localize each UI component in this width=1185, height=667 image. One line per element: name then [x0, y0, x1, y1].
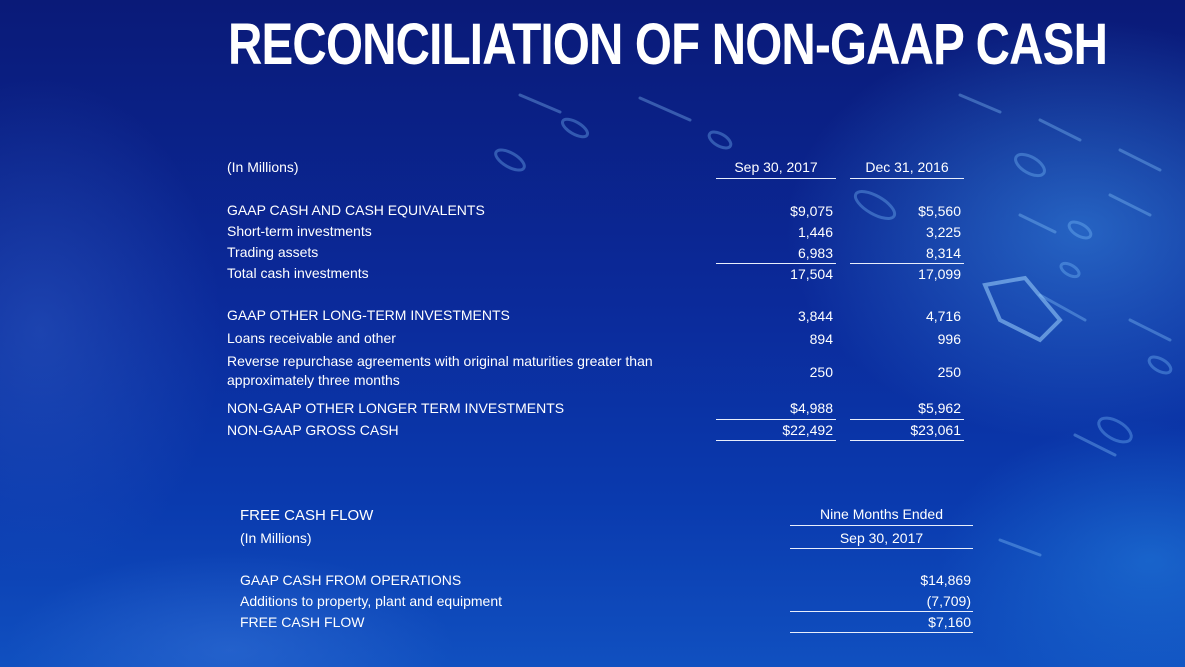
units-label: (In Millions) — [240, 530, 312, 546]
subtotal-line — [716, 263, 836, 264]
row-label: Reverse repurchase agreements with original maturities greater than — [227, 353, 653, 369]
row-value-sep-2017: $4,988 — [790, 400, 833, 416]
subtotal-line — [850, 263, 964, 264]
header-underline — [850, 178, 964, 179]
row-value-dec-2016: 3,225 — [925, 224, 961, 240]
row-label: GAAP CASH AND CASH EQUIVALENTS — [227, 202, 485, 218]
header-underline — [716, 178, 836, 179]
row-label: Trading assets — [227, 244, 319, 260]
row-label: Additions to property, plant and equipment — [240, 593, 503, 609]
row-value-sep-2017: 17,504 — [790, 266, 833, 282]
row-value-dec-2016: 4,716 — [925, 308, 961, 324]
row-label: Short-term investments — [227, 223, 372, 239]
row-value-dec-2016: $5,560 — [918, 203, 961, 219]
row-label: GAAP CASH FROM OPERATIONS — [240, 572, 462, 588]
row-value-dec-2016: $23,061 — [910, 422, 961, 438]
row-value-sep-2017: 3,844 — [797, 308, 833, 324]
row-value-sep-2017: 250 — [809, 364, 833, 380]
page-title: RECONCILIATION OF NON-GAAP CASH — [228, 12, 1108, 77]
row-value-dec-2016: 17,099 — [918, 266, 961, 282]
subtotal-line — [850, 419, 964, 420]
row-label-continued: approximately three months — [227, 372, 400, 388]
row-label: NON-GAAP GROSS CASH — [227, 422, 399, 438]
row-value-sep-2017: 1,446 — [797, 224, 833, 240]
row-value: (7,709) — [926, 593, 971, 609]
header-underline — [790, 548, 973, 549]
row-label: Loans receivable and other — [227, 330, 396, 346]
row-value: $7,160 — [928, 614, 971, 630]
subtotal-line — [790, 611, 973, 612]
column-header-dec-2016: Dec 31, 2016 — [865, 159, 949, 175]
units-label: (In Millions) — [227, 159, 299, 175]
total-double-underline — [716, 440, 836, 441]
row-value-dec-2016: 996 — [937, 331, 961, 347]
column-header-sep-2017: Sep 30, 2017 — [839, 530, 924, 546]
row-value-sep-2017: $22,492 — [782, 422, 833, 438]
total-underline — [790, 632, 973, 633]
total-double-underline — [850, 440, 964, 441]
row-label: GAAP OTHER LONG-TERM INVESTMENTS — [227, 307, 510, 323]
row-value-dec-2016: 250 — [937, 364, 961, 380]
header-underline — [790, 525, 973, 526]
row-label: FREE CASH FLOW — [240, 614, 365, 630]
free-cash-flow-title: FREE CASH FLOW — [240, 507, 374, 524]
row-label: NON-GAAP OTHER LONGER TERM INVESTMENTS — [227, 400, 565, 416]
row-value-dec-2016: $5,962 — [918, 400, 961, 416]
column-header-sep-2017: Sep 30, 2017 — [734, 159, 818, 175]
row-value-sep-2017: 6,983 — [797, 245, 833, 261]
subtotal-line — [716, 419, 836, 420]
row-value-sep-2017: 894 — [809, 331, 833, 347]
row-value-sep-2017: $9,075 — [790, 203, 833, 219]
row-label: Total cash investments — [227, 265, 369, 281]
row-value: $14,869 — [920, 572, 971, 588]
column-header-nine-months: Nine Months Ended — [820, 506, 943, 522]
row-value-dec-2016: 8,314 — [925, 245, 961, 261]
